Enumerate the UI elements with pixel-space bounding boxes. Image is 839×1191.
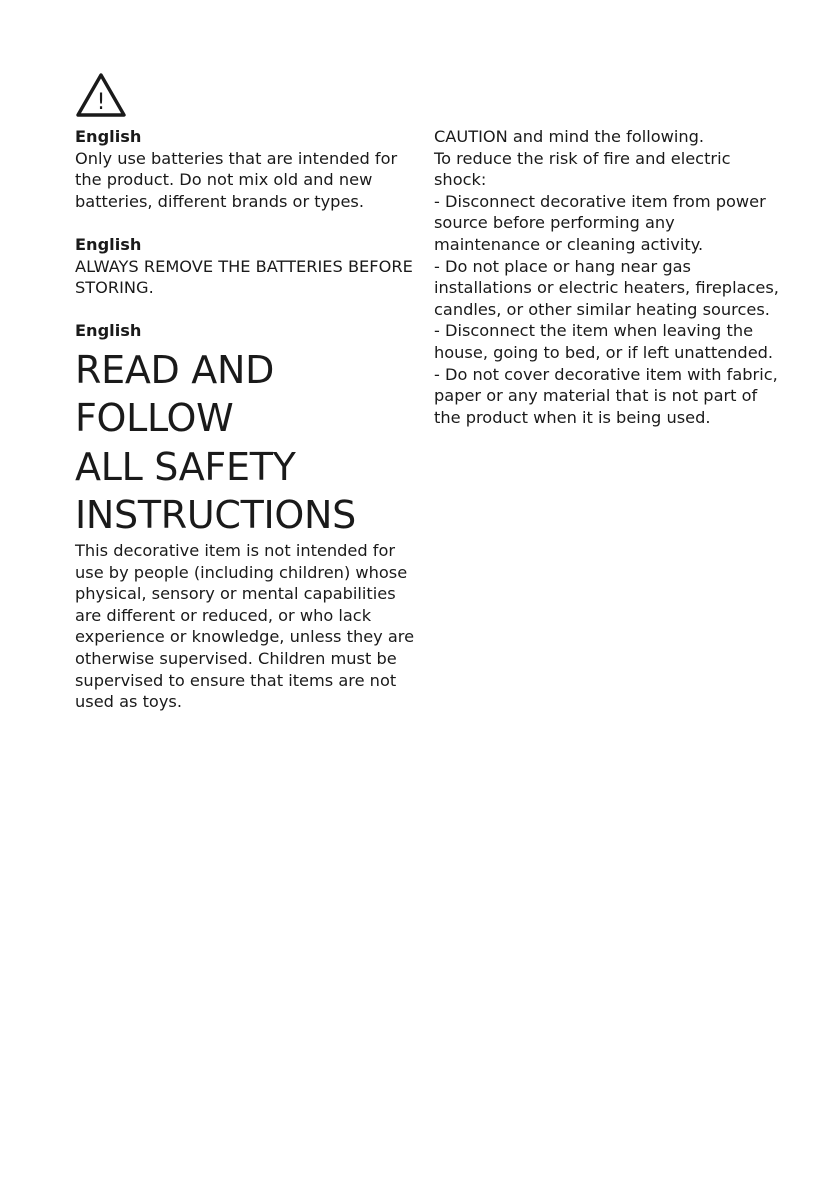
caution-item: - Disconnect decorative item from power source before performing any maintenance or cleaning activity. (434, 191, 766, 254)
caution-lead: To reduce the risk of fire and electric shock: (434, 148, 731, 190)
safety-section (75, 320, 415, 712)
caution-item: - Disconnect the item when leaving the house, going to bed, or if left unattended. (434, 321, 774, 362)
language-label: English (75, 234, 142, 254)
headline-line: READ AND (75, 347, 275, 392)
headline-line: FOLLOW (75, 396, 234, 441)
storage-section (75, 234, 415, 299)
headline-line: ALL SAFETY (75, 444, 296, 489)
caution-item: - Do not cover decorative item with fabric, paper or any material that is not part of the product when it is being used. (434, 364, 778, 427)
warning-triangle-icon (75, 72, 127, 118)
caution-item: - Do not place or hang near gas installations or electric heaters, fireplaces, candles, or other similar heating sources. (434, 256, 779, 319)
caution-intro: CAUTION and mind the following. (434, 127, 705, 146)
warning-symbol: ! (96, 90, 106, 115)
battery-warning-text: Only use batteries that are intended for the product. Do not mix old and new batteries, different brands or types. (75, 148, 398, 211)
right-column (434, 126, 779, 428)
battery-section (75, 126, 415, 212)
language-label: English (75, 127, 142, 146)
safety-headline (75, 346, 415, 540)
left-column (75, 126, 415, 713)
supervision-text: This decorative item is not intended for use by people (including children) whose physical, sensory or mental capabilities are different or reduced, or who lack experience or knowledge, unless they are otherwise supervised. Children must be supervised to ensure that items are not used as toys. (75, 540, 415, 712)
storage-warning-text: ALWAYS REMOVE THE BATTERIES BEFORE STORING. (75, 256, 413, 298)
language-label: English (75, 321, 142, 341)
headline-line: INSTRUCTIONS (75, 493, 356, 538)
